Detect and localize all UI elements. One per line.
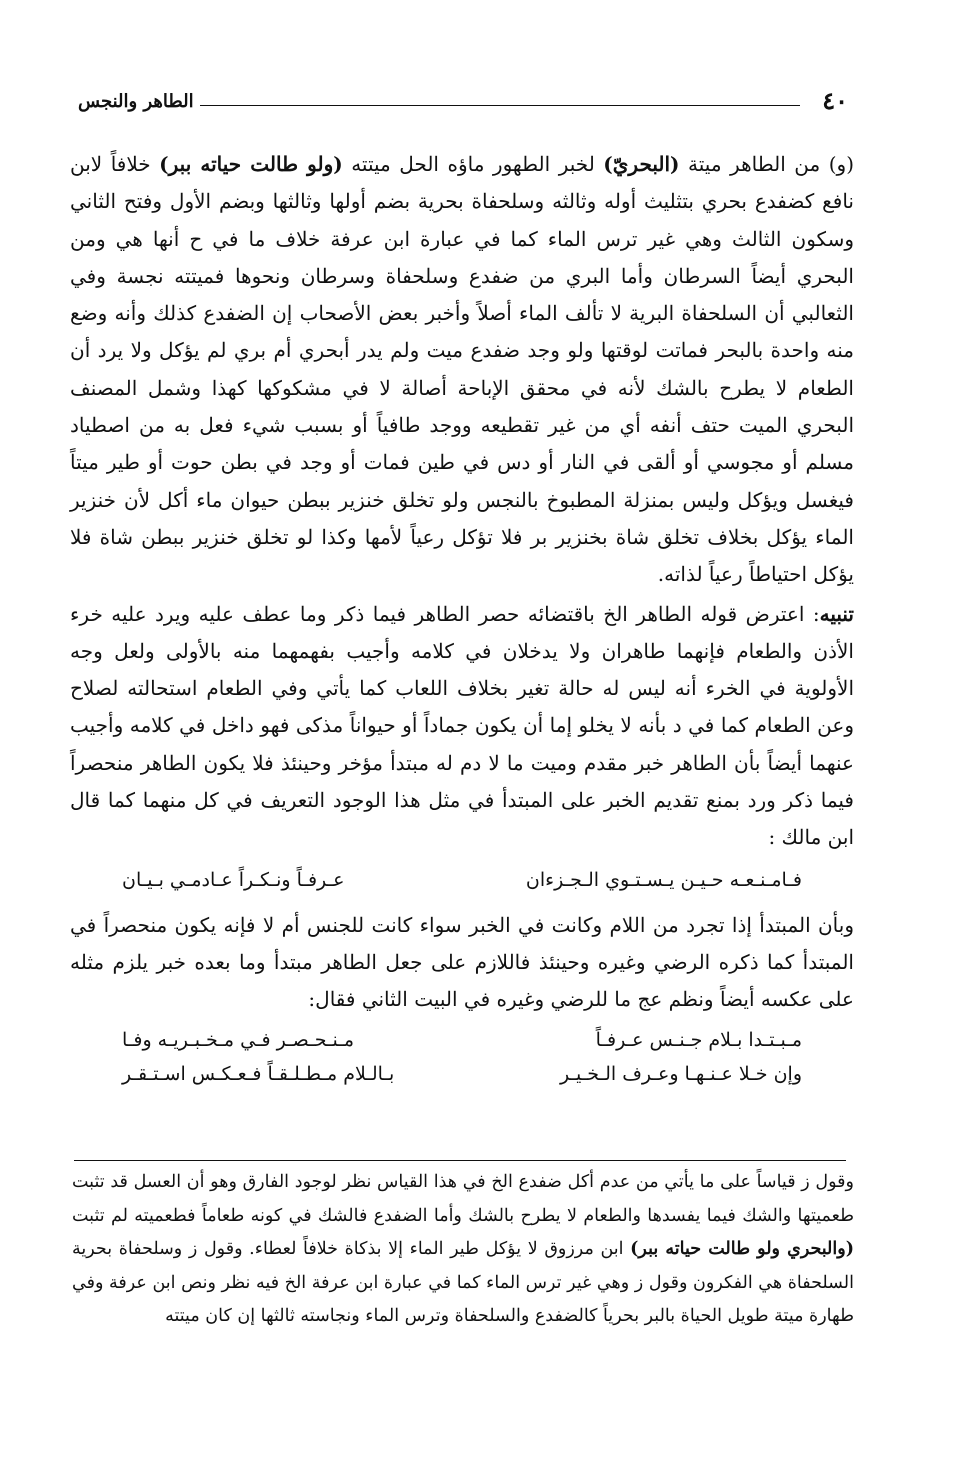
poem-block (122, 1023, 802, 1091)
footnote-text-a: وقول ز قياساً على ما يأتي من عدم أكل ضفدع الخ في هذا القياس نظر لوجود الفارق وهو أن العسل قد تثبت طعميتها والشك فيما يفسدها والطعام لا يطرح بالشك وأما الضفدع فالشك في كونه طعاماً فطعميته لم تثبت (72, 1172, 854, 1226)
paragraph-1-text-b: لخبر الطهور ماؤه الحل ميتته (342, 152, 604, 176)
paragraph-3: وبأن المبتدأ إذا تجرد من اللام وكانت في الخبر سواء كانت للجنس أم لا فإنه يكون منحصراً في المبتدأ كما ذكره الرضي وغيره وحينئذ فاللازم على جعل الطاهر مبتدأ وما بعده خبر يلزم مثله على عكسه أيضاً ونظم عج ما للرضي وغيره في البيت الثاني فقال: (70, 912, 854, 1012)
footnote-text-b: ابن مرزوق لا يؤكل طير الماء إلا بذكاة خلافاً لعطاء. وقول ز وسلحفاة بحرية السلحفاة هي الفكرون وقول ز وهي غير ترس الماء كما في عبارة ابن عرفة الخ فيه نظر ونص ابن عرفة وفي طهارة ميتة طويل الحياة بالبر بحرياً كالضفدع والسلحفاة وترس الماء ونجاسته ثالثها إن كان ميتته (72, 1239, 854, 1327)
notice-label: تنبيه (819, 601, 854, 626)
verse-2-first-hemistich: مـبـتـدا بـلام جـنـس عـرفـاً (595, 1028, 802, 1051)
main-text (70, 146, 854, 1091)
footnote-separator (74, 1160, 846, 1161)
paragraph-2-text: : اعترض قوله الطاهر الخ باقتضائه حصر الطاهر فيما ذكر وما عطف عليه ويرد عليه خرء الأذن والطعام فإنهما طاهران ولا يدخلان في كلامه وأجيب بفهمهما منه بالأولى ولعل وجه الأولوية في الخرء أنه ليس له حالة تغير بخلاف اللعاب كما يأتي وفي الطعام استحالته لصلاح وعن الطعام كما في د بأنه لا يخلو إما أن يكون جماداً أو حيواناً مذكى فهو داخل في كلامه وأجيب عنهما أيضاً بأن الطاهر خبر مقدم وميت ما لا دم له مبتدأ مؤخر وحينئذ فلا يكون الطاهر منحصراً فيما ذكر ورد بمنع تقديم الخبر على المبتدأ في مثل هذا الوجود التعريف في كل منهما كما قال ابن مالك : (70, 601, 855, 850)
verse-3 (122, 1057, 802, 1091)
footnotes (72, 1166, 854, 1334)
page-number: ٤٠ (822, 86, 848, 115)
header-rule (200, 105, 800, 106)
verse-3-first-hemistich: وإن خـلا عـنـهـا وعـرف الـخـيـر (559, 1062, 802, 1085)
paragraph-2 (70, 596, 854, 857)
verse-2 (122, 1023, 802, 1057)
verse-1 (122, 863, 802, 897)
paragraph-1 (70, 146, 854, 594)
paragraph-1-bold-b: (ولو طالت حياته ببر) (159, 152, 343, 176)
paragraph-1-text-c: خلافاً لابن نافع كضفدع بحري بتثليث أوله وثالثه وسلحفاة بحرية بضم أولها وثالثها وبضم الأول وفتح الثاني وسكون الثالث وهي غير ترس الماء كما في عبارة ابن عرفة خلاف ما في ح أنها هي ومن البحري أيضاً السرطان وأما البري من ضفدع وسلحفاة وسرطان ونحوها فميتته نجسة وفي الثعالبي أن السلحفاة البرية لا تألف الماء أصلاً وأخبر بعض الأصحاب إن الضفدع كذلك وأنه وضع منه واحدة بالبحر فماتت لوقتها ولو وجد ضفدع ميت ولم يدر أبحري أم بري لم يؤكل ولا يرد أن الطعام لا يطرح بالشك لأنه في محقق الإباحة أصالة لا في مشكوكها كهذا وشمل المصنف البحري الميت حتف أنفه أي من غير تقطيعه ووجد طافياً أو بسبب شيء فعل به من اصطياد مسلم أو مجوسي أو ألقى في النار أو دس في طين فمات أو وجد في بطن حوت أو طير ميتاً فيغسل ويؤكل وليس بمنزلة المطبوخ بالنجس ولو تخلق خنزير ببطن حيوان ماء أكل لأن خنزير الماء يؤكل بخلاف تخلق شاة بخنزير بر فلا تؤكل رعياً لأمها وكذا لو تخلق خنزير ببطن شاة فلا يؤكل احتياطاً رعياً لذاته. (70, 152, 854, 587)
page-header (78, 86, 848, 122)
verse-3-second-hemistich: بـالـلام مـطـلـقـاً فـعـكـس اسـتـقـر (122, 1062, 395, 1085)
footnote-bold: (والبحري ولو طالت حياته ببر) (630, 1239, 854, 1260)
footnote-paragraph (72, 1166, 854, 1334)
verse-1-first-hemistich: فـامـنـعـه حـيـن يـسـتـوي الـجـزءان (525, 868, 802, 891)
running-title: الطاهر والنجس (78, 91, 194, 112)
paragraph-1-text-a: (و) من الطاهر ميتة (679, 152, 854, 176)
verse-2-second-hemistich: مـنـحـصـر فـي مـخـبـريـه وفـا (122, 1028, 355, 1051)
paragraph-1-bold-a: (البحريّ) (603, 152, 680, 176)
verse-1-second-hemistich: عـرفـاً ونـكـراً عـادمـي بـيـان (122, 868, 345, 891)
